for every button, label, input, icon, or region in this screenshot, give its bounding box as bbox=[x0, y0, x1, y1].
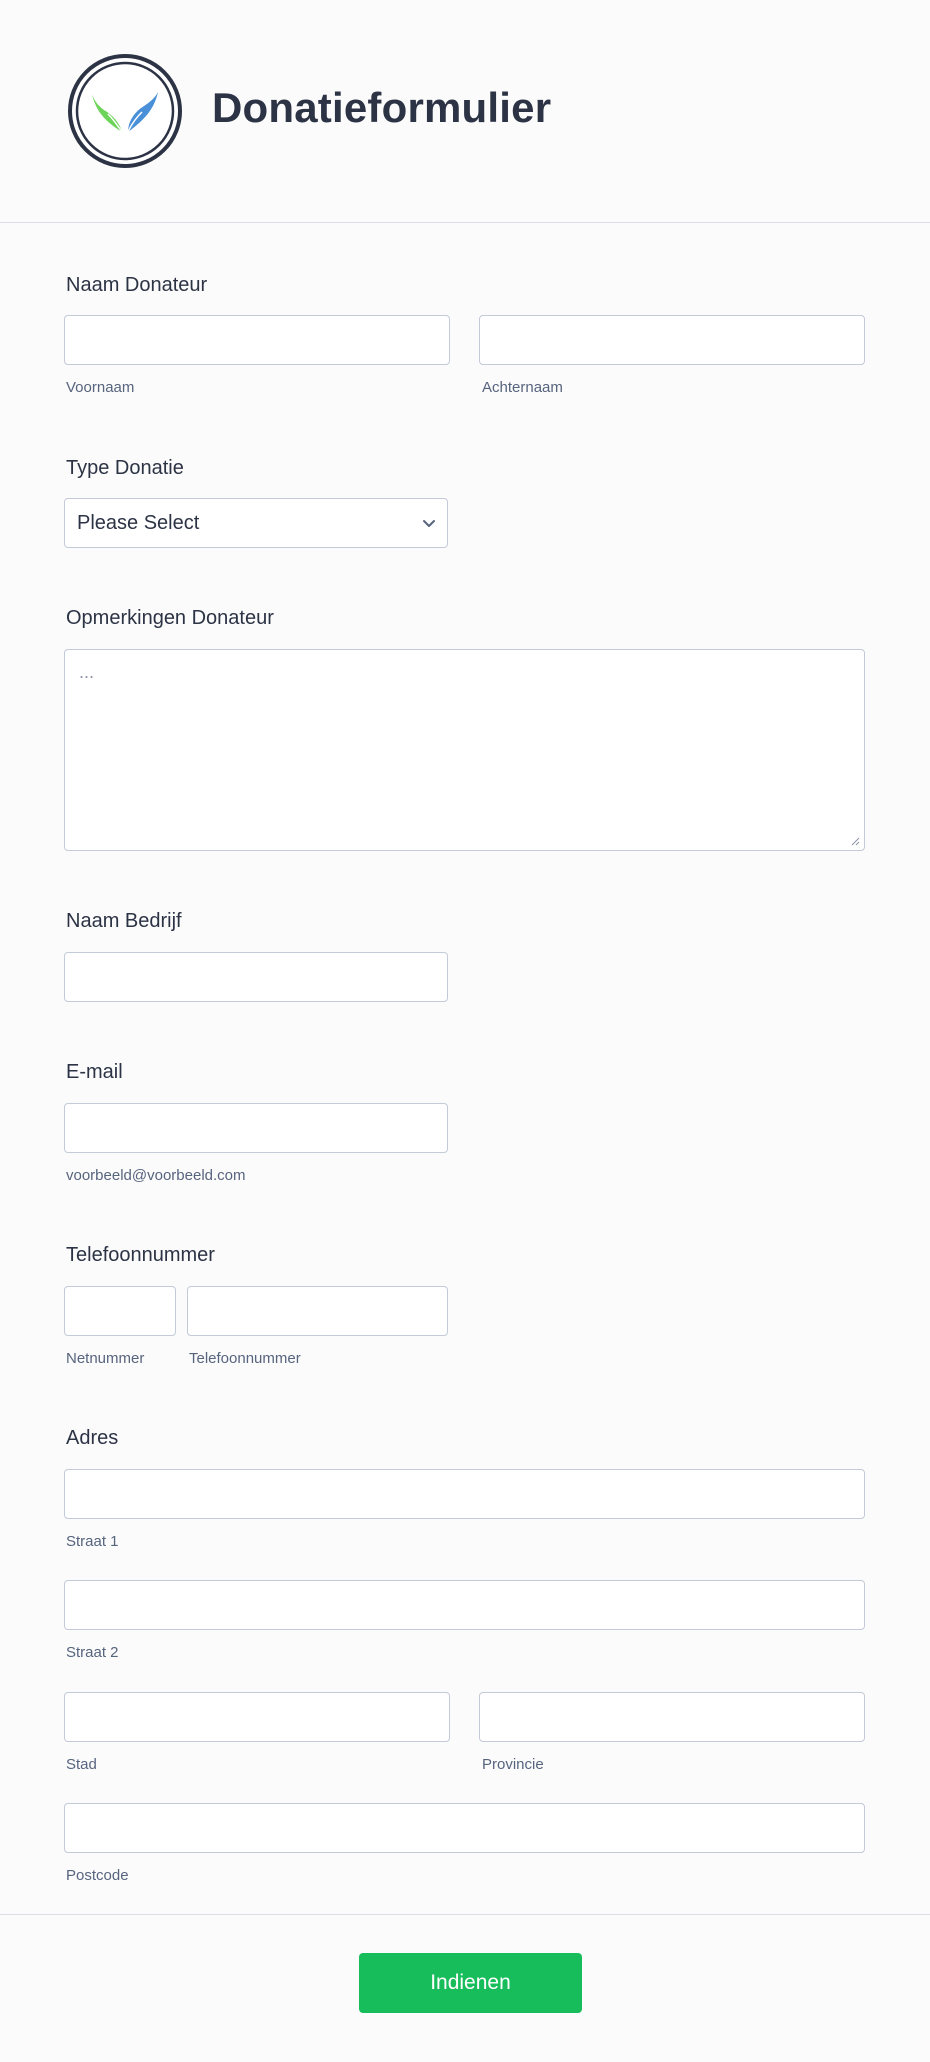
street2-input[interactable] bbox=[64, 1580, 865, 1630]
chevron-down-icon bbox=[421, 515, 437, 531]
email-sublabel: voorbeeld@voorbeeld.com bbox=[66, 1167, 246, 1184]
street1-input[interactable] bbox=[64, 1469, 865, 1519]
street1-sublabel: Straat 1 bbox=[66, 1533, 119, 1550]
city-sublabel: Stad bbox=[66, 1756, 97, 1773]
opmerkingen-placeholder: ... bbox=[79, 662, 95, 682]
email-label: E-mail bbox=[66, 1061, 123, 1083]
province-sublabel: Provincie bbox=[482, 1756, 544, 1773]
first-name-sublabel: Voornaam bbox=[66, 379, 135, 396]
helping-hands-logo-icon bbox=[68, 54, 182, 168]
page-title: Donatieformulier bbox=[212, 84, 552, 131]
city-input[interactable] bbox=[64, 1692, 450, 1742]
email-input[interactable] bbox=[64, 1103, 448, 1153]
type-donatie-label: Type Donatie bbox=[66, 457, 184, 479]
resize-handle-icon[interactable] bbox=[850, 836, 860, 846]
phone-number-sublabel: Telefoonnummer bbox=[189, 1350, 301, 1367]
postal-code-sublabel: Postcode bbox=[66, 1867, 129, 1884]
first-name-input[interactable] bbox=[64, 315, 450, 365]
street2-sublabel: Straat 2 bbox=[66, 1644, 119, 1661]
last-name-input[interactable] bbox=[479, 315, 865, 365]
opmerkingen-label: Opmerkingen Donateur bbox=[66, 607, 274, 629]
opmerkingen-textarea[interactable] bbox=[64, 649, 865, 851]
naam-bedrijf-label: Naam Bedrijf bbox=[66, 910, 182, 932]
phone-number-input[interactable] bbox=[187, 1286, 448, 1336]
footer-divider bbox=[0, 1914, 930, 1915]
submit-button[interactable]: Indienen bbox=[359, 1953, 582, 2013]
naam-donateur-label: Naam Donateur bbox=[66, 274, 208, 296]
company-name-input[interactable] bbox=[64, 952, 448, 1002]
province-input[interactable] bbox=[479, 1692, 865, 1742]
type-donatie-select[interactable] bbox=[64, 498, 448, 548]
area-code-sublabel: Netnummer bbox=[66, 1350, 145, 1367]
area-code-input[interactable] bbox=[64, 1286, 176, 1336]
last-name-sublabel: Achternaam bbox=[482, 379, 563, 396]
postal-code-input[interactable] bbox=[64, 1803, 865, 1853]
type-donatie-selected-value: Please Select bbox=[77, 512, 200, 534]
telefoon-label: Telefoonnummer bbox=[66, 1244, 215, 1266]
adres-label: Adres bbox=[66, 1427, 119, 1449]
